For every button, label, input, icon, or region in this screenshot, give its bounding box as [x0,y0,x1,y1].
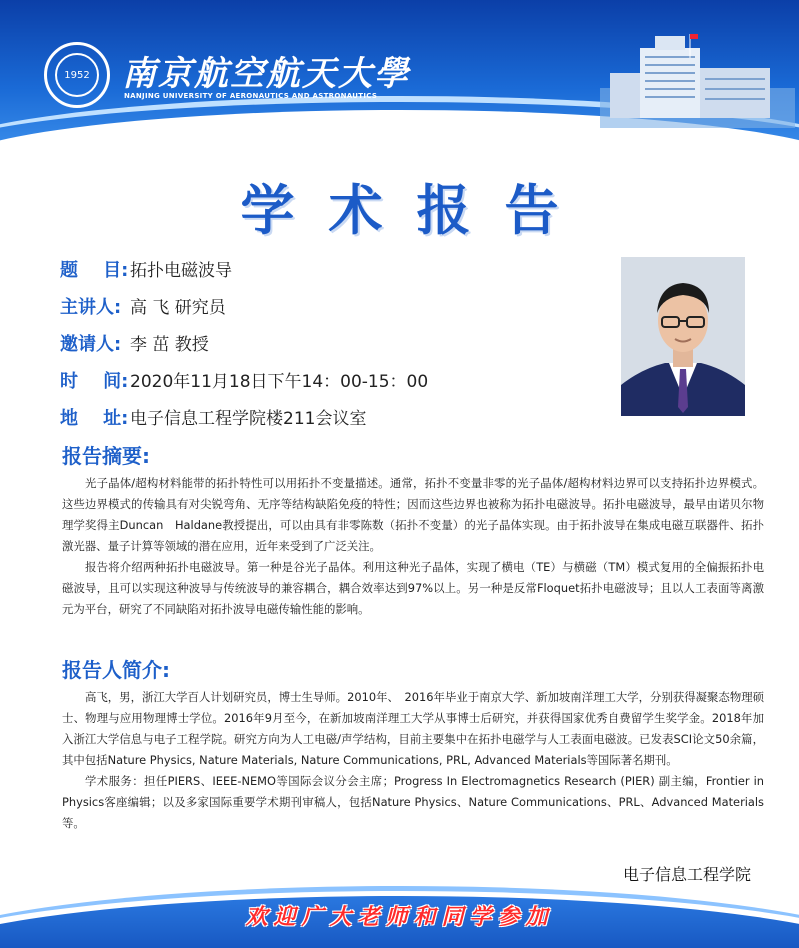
topic-label: 题 目: [60,259,129,281]
speaker-value: 高 飞 研究员 [130,298,226,318]
abstract-paragraph: 光子晶体/超构材料能带的拓扑特性可以用拓扑不变量描述。通常，拓扑不变量非零的光子晶体/超构材料边界可以支持拓扑边界模式。这些边界模式的传输具有对尖锐弯角、无序等结构缺陷免疫的特性；因而这些边界也被称为拓扑电磁波导。拓扑电磁波导，最早由诺贝尔物理学奖得主Duncan Haldane教授提出，可以由具有非零陈数（拓扑不变量）的光子晶体实现。由于拓扑波导在集成电磁互联器件、拓扑激光器、量子计算等领域的潜在应用，近年来受到了广泛关注。 [62,476,764,553]
host-college: 电子信息工程学院 [622,865,751,884]
talk-info [60,250,428,435]
campus-building-icon [600,28,795,128]
university-name-en: NANJING UNIVERSITY OF AERONAUTICS AND ASTRONAUTICS [124,92,378,100]
abstract-heading: 报告摘要: [62,444,150,468]
bio-heading: 报告人简介: [62,658,170,682]
time-value: 2020年11月18日下午14：00-15：00 [130,372,429,392]
speaker-photo [621,257,745,416]
abstract-paragraph: 报告将介绍两种拓扑电磁波导。第一种是谷光子晶体。利用这种光子晶体，实现了横电（TE）与横磁（TM）模式复用的全偏振拓扑电磁波导，且可以实现这种波导与传统波导的兼容耦合，耦合效率达到97%以上。另一种是反常Floquet拓扑电磁波导；且以人工表面等离激元为平台，研究了不同缺陷对拓扑波导电磁传输性能的影响。 [62,560,764,616]
info-row-time [60,361,428,398]
speaker-label: 主讲人: [60,296,122,318]
emblem-year: 1952 [55,53,99,97]
info-row-inviter [60,324,428,361]
bio-paragraph: 学术服务：担任PIERS、IEEE-NEMO等国际会议分会主席；Progress In Electromagnetics Research (PIER) 副主编，Frontier in Physics客座编辑；以及多家国际重要学术期刊审稿人，包括Nature Physics、Nature Communications、PRL、Advanced Materials等。 [62,774,764,830]
header-banner [0,0,799,160]
university-emblem-icon [44,42,110,108]
location-label: 地 址: [60,407,129,429]
inviter-label: 邀请人: [60,333,122,355]
topic-value: 拓扑电磁波导 [130,261,232,281]
university-name-cn: 南京航空航天大學 [122,54,410,94]
info-row-speaker [60,287,428,324]
welcome-slogan: 欢迎广大老师和同学参加 [245,904,554,930]
abstract-text [62,473,764,620]
info-row-topic [60,250,428,287]
time-label: 时 间: [60,370,129,392]
info-row-location [60,398,428,435]
page-title: 学术报告 [240,179,593,242]
inviter-value: 李 茁 教授 [130,335,209,355]
location-value: 电子信息工程学院楼211会议室 [130,409,367,429]
bio-paragraph: 高飞，男，浙江大学百人计划研究员，博士生导师。2010年、 2016年毕业于南京大学、新加坡南洋理工大学，分别获得凝聚态物理硕士、物理与应用物理博士学位。2016年9月至今，在新加坡南洋理工大学从事博士后研究，并获得国家优秀自费留学生奖学金。2018年加入浙江大学信息与电子工程学院。研究方向为人工电磁/声学结构，目前主要集中在拓扑电磁学与人工表面电磁波。已发表SCI论文50余篇，其中包括Nature Physics, Nature Materials, Nature Communications, PRL, Advanced Materials等国际著名期刊。 [62,690,764,767]
bio-text [62,687,764,834]
